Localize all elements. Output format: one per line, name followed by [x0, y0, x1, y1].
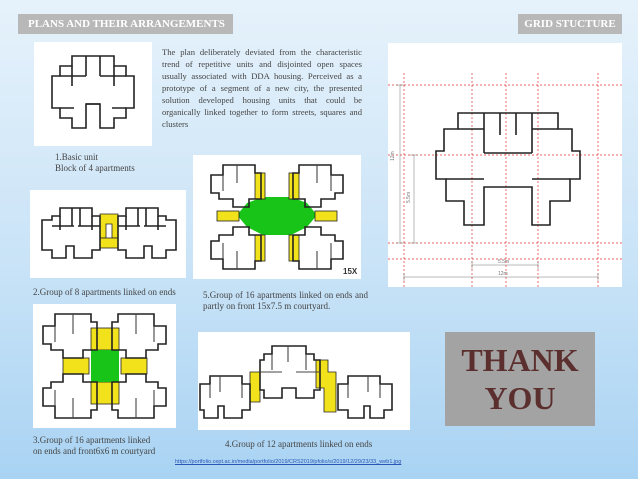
group-16-front-drawing: [33, 304, 176, 428]
group-8-caption: 2.Group of 8 apartments linked on ends: [33, 287, 176, 297]
basic-unit-drawing: [34, 42, 152, 146]
group-16-partly-plan: [193, 155, 361, 279]
grid-dim-v-inner: 5.5m: [406, 191, 412, 203]
grid-dim-h-inner: 5.5m: [498, 259, 510, 265]
section-header-grid: GRID STUCTURE: [518, 14, 622, 34]
grid-structure-drawing: [388, 43, 622, 287]
section-header-plans: PLANS AND THEIR ARRANGEMENTS: [18, 14, 233, 34]
group-8-plan: [30, 190, 186, 278]
grid-dim-v-left: 12m: [390, 151, 396, 161]
thank-you-line1: THANK: [461, 342, 579, 378]
group-16-front-caption-line2: on ends and front6x6 m courtyard: [33, 446, 156, 456]
grid-dim-h-outer: 12m: [498, 271, 508, 277]
group-16-partly-caption: 5.Group of 16 apartments linked on ends and partly on front 15x7.5 m courtyard.: [203, 290, 368, 311]
group-8-drawing: [30, 190, 186, 278]
basic-unit-caption: [55, 152, 135, 174]
basic-unit-caption-line2: Block of 4 apartments: [55, 163, 135, 173]
basic-unit-plan: [34, 42, 152, 146]
group-16-front-plan: [33, 304, 176, 428]
green-courtyard-small: [91, 350, 119, 382]
group-16-front-caption-line1: 3.Group of 16 apartments linked: [33, 435, 151, 445]
group-16-partly-drawing: [193, 155, 361, 279]
thank-you-box: [445, 332, 595, 426]
group-12-drawing: [198, 332, 410, 430]
group-12-plan: [198, 332, 410, 430]
group-12-caption: 4.Group of 12 apartments linked on ends: [225, 439, 373, 449]
plan-label-15x: 15X: [343, 267, 358, 276]
project-description: The plan deliberately deviated from the characteristic trend of repetitive units and disjointed open spaces usually associated with DDA housing. Perceived as a prototype of a segment of a new city, the presented solution developed housing units that could be organically linked together to form streets, squares and clusters: [162, 47, 362, 129]
thank-you-line2: YOU: [484, 380, 556, 416]
group-16-front-caption: [33, 435, 155, 457]
source-link[interactable]: https://portfolio.cept.ac.in/media/portfolio/2019/CRS2019/pfolio/s/2019/12/29/23/33_web1.jpg: [175, 459, 402, 465]
grid-structure-panel: [388, 43, 622, 287]
basic-unit-caption-line1: 1.Basic unit: [55, 152, 98, 162]
